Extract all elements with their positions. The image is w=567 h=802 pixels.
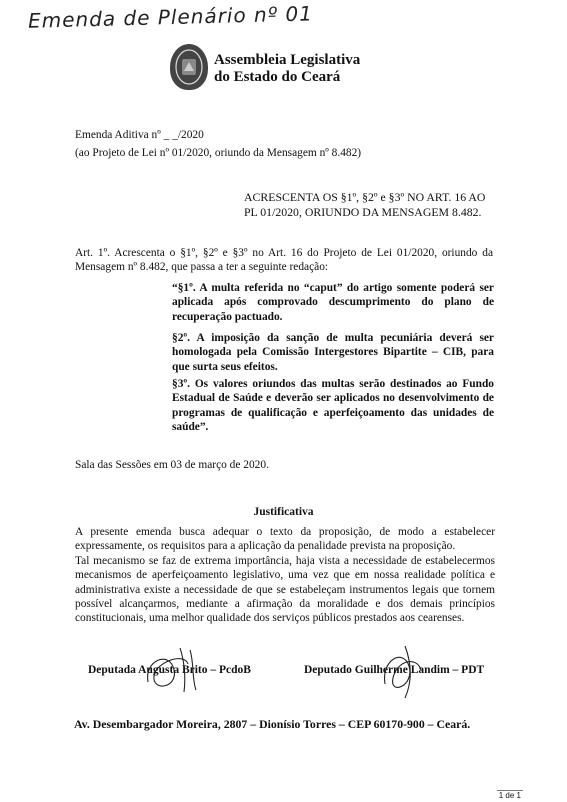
assembly-header [214,52,360,86]
paragraph-1: “§1º. A multa referida no “caput” do artigo somente poderá ser aplicada após comprovado descumprimento do plano de recuperação pactuado. [172,282,494,323]
ementa-line-2: PL 01/2020, ORIUNDO DA MENSAGEM 8.482. [244,205,482,219]
ementa-line-1: ACRESCENTA OS §1º, §2º e §3º NO ART. 16 AO [244,190,486,204]
paragraph-3: §3º. Os valores oriundos das multas serão destinados ao Fundo Estadual de Saúde e deverão ser aplicados no desenvolvimento de programas de qualificação e aperfeiçoamento das unidades de saúde”. [172,378,494,433]
assembly-name: Assembleia Legislativa [214,52,361,68]
footer-address: Av. Desembargador Moreira, 2807 – Dionísio Torres – CEP 60170-900 – Ceará. [74,717,471,731]
assembly-state: do Estado do Ceará [214,69,341,85]
page-number: 1 de 1 [498,791,521,800]
justification-para-1: A presente emenda busca adequar o texto da proposição, de modo a estabelecer expressamente, os requisitos para a aplicação da penalidade prevista na proposição. [75,526,495,553]
state-seal-icon [170,44,208,90]
session-line: Sala das Sessões em 03 de março de 2020. [75,459,269,471]
justification-para-2: Tal mecanismo se faz de extrema importância, haja vista a necessidade de estabelecermos mecanismos de aperfeiçoamento legislativo, uma vez que em nossa realidade política e administrativa existe a necessidade de que se estabeleçam instrumentos legais que tornem possível alcançarmos, mediante a afirmação da moralidade e dos demais princípios constitucionais, uma melhor qualidade dos serviços públicos prestados aos cearenses. [75,555,495,625]
signature-left: Deputada Augusta Brito – PcdoB [88,664,251,676]
paragraph-2: §2º. A imposição da sanção de multa pecuniária deverá ser homologada pela Comissão Intergestores Bipartite – CIB, para que surta seus efeitos. [172,332,494,373]
emenda-title: Emenda Aditiva nº _ _/2020 [75,129,204,141]
signature-right: Deputado Guilherme Landim – PDT [304,664,485,676]
article-1: Art. 1º. Acrescenta o §1º, §2º e §3º no Art. 16 do Projeto de Lei 01/2020, oriundo da Mensagem nº 8.482, que passa a ter a seguinte redação: [75,247,493,274]
emenda-subtitle: (ao Projeto de Lei nº 01/2020, oriundo da Mensagem nº 8.482) [75,147,362,159]
handwritten-note: Emenda de Plenário nº 01 [27,1,314,33]
justification-title: Justificativa [253,506,314,518]
